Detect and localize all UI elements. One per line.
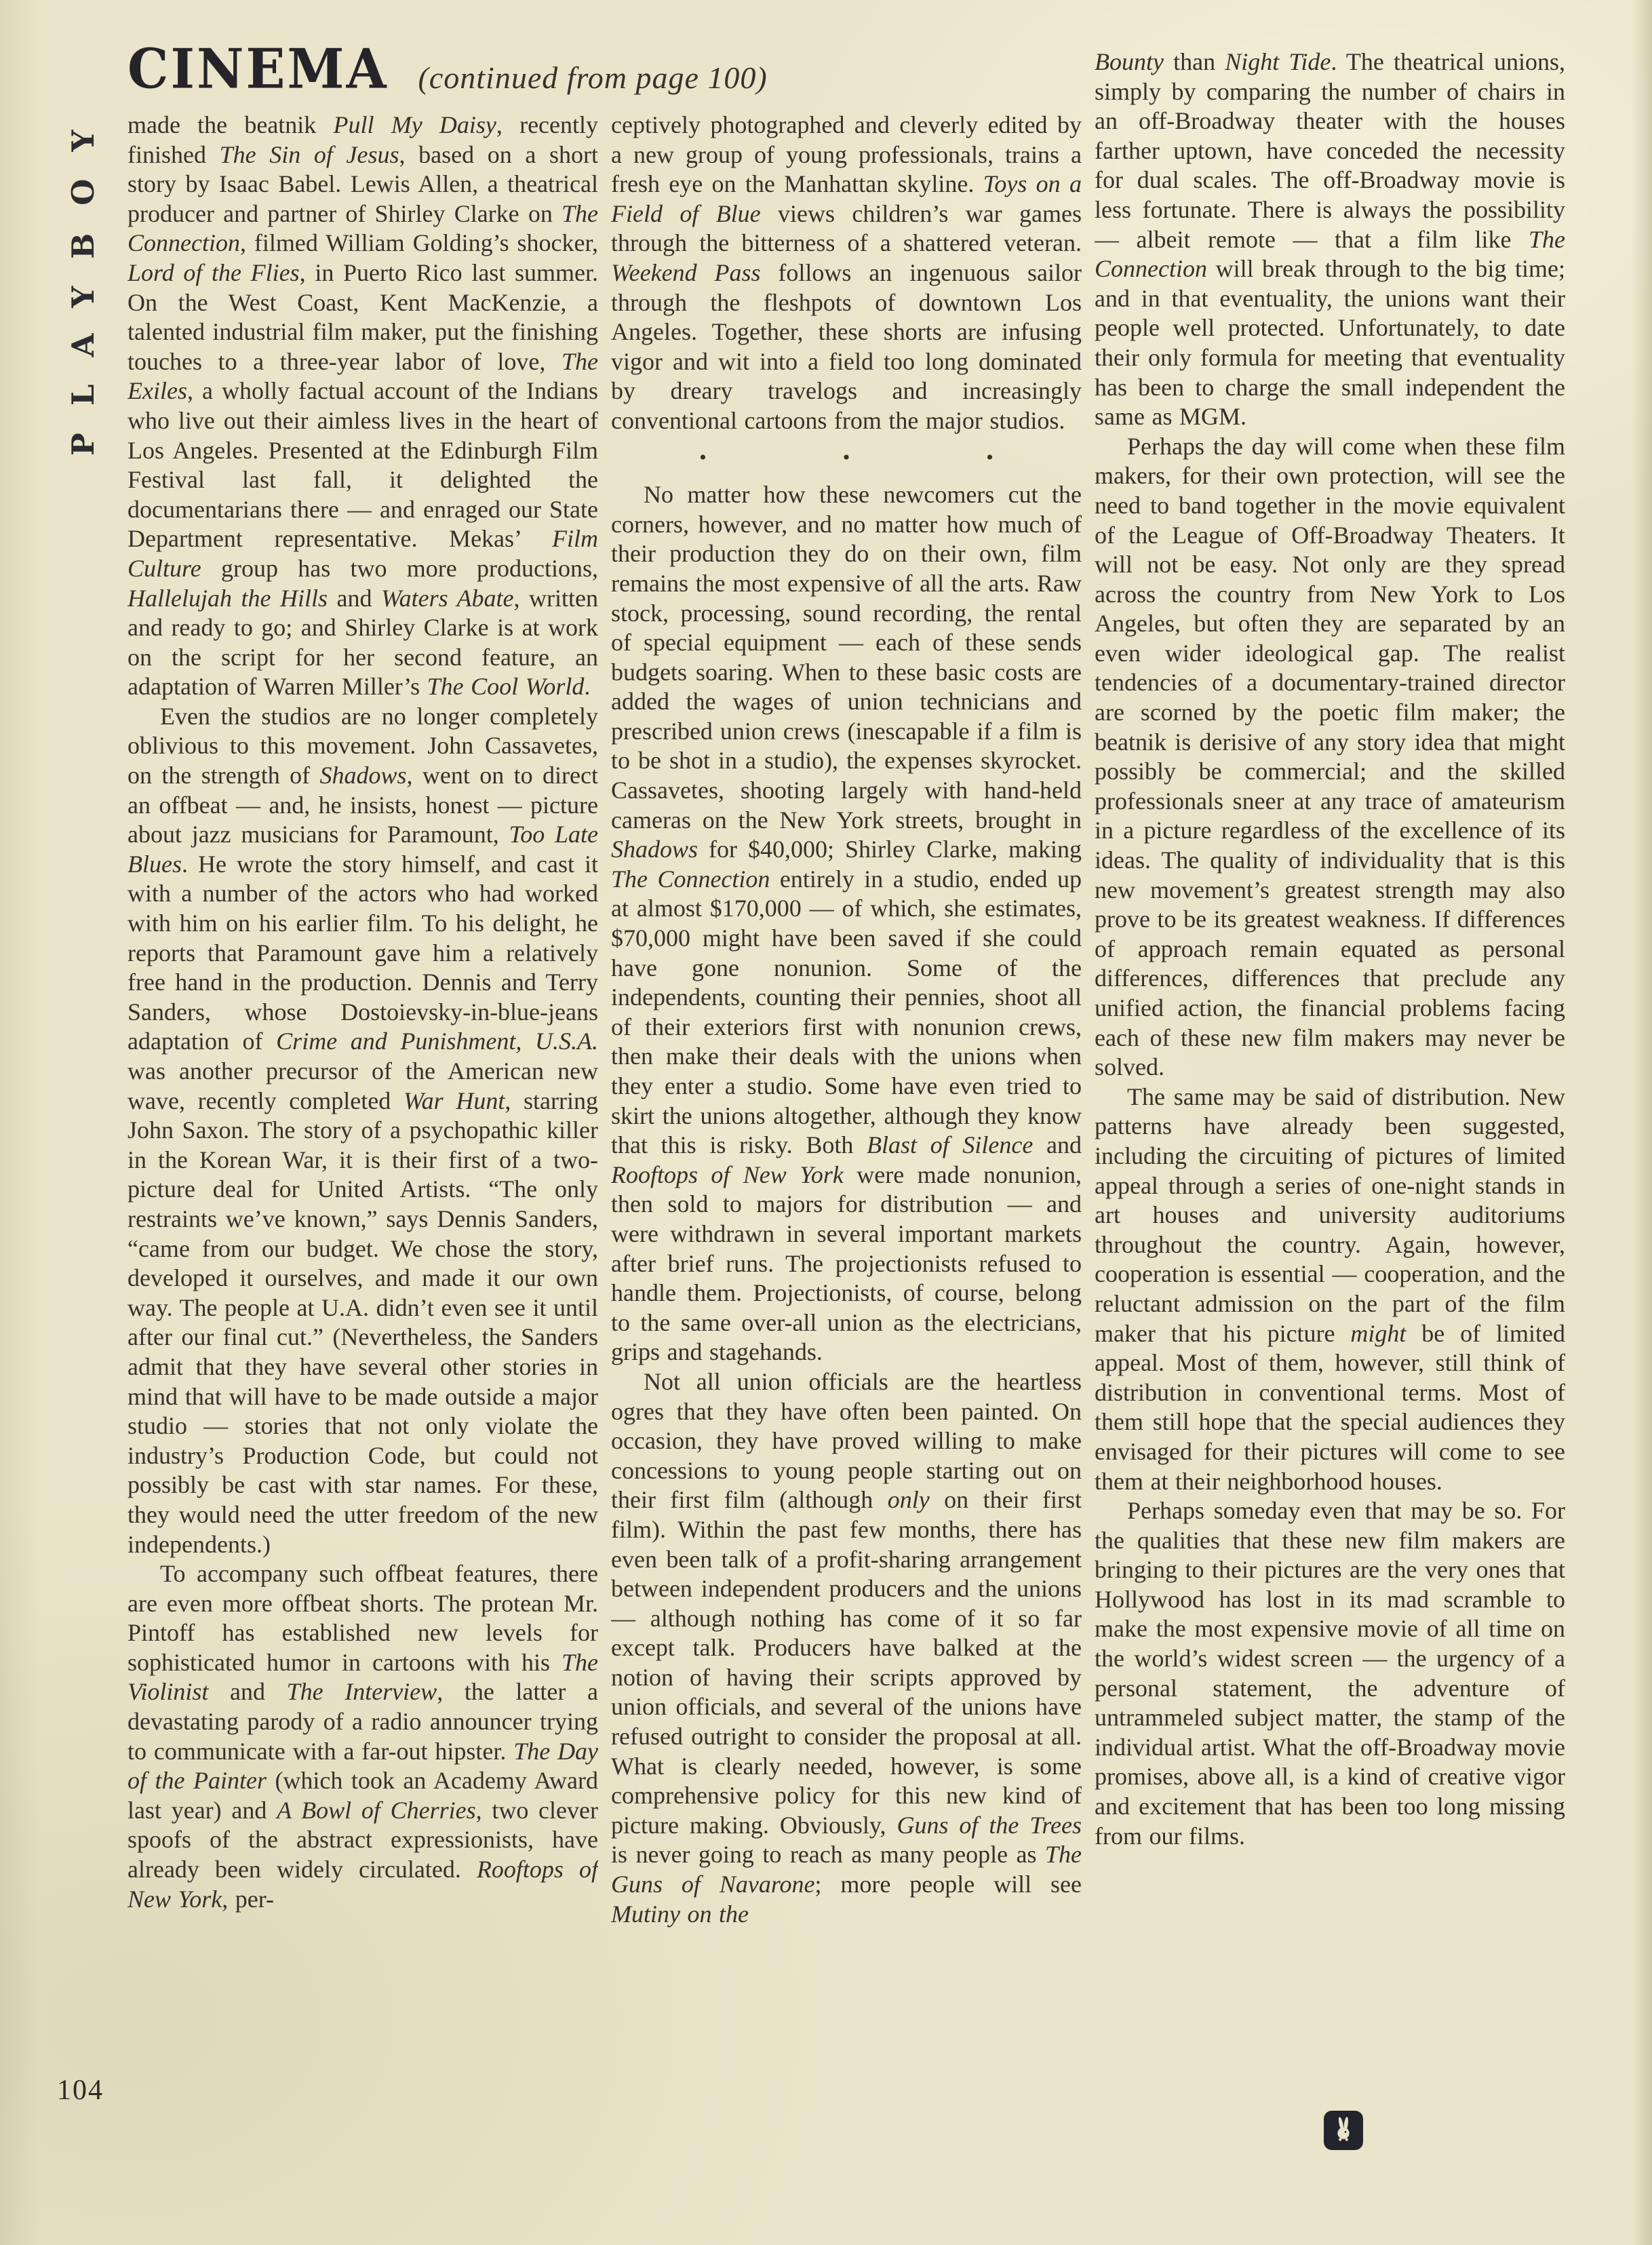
text-column-1 bbox=[127, 111, 598, 2111]
text-run: The same may be said of distribution. New patterns have already been suggested, including the circuiting of pictures of limited appeal through a series of one-night stands in art houses and university auditoriums throughout the country. Again, however, cooperation is essential — cooperation, and the reluctant admission on the part of the film maker that his picture bbox=[1095, 1082, 1565, 1347]
italic-film-title: Night Tide bbox=[1225, 48, 1331, 75]
text-run: be of limited appeal. Most of them, however, still think of distribution in conventional terms. Most of them still hope that the special audiences they envisaged for their pictures will come to see them at their neighborhood houses. bbox=[1095, 1319, 1565, 1495]
text-run: . bbox=[584, 673, 591, 701]
italic-film-title: Weekend Pass bbox=[611, 258, 761, 286]
italic-film-title: Mutiny on the bbox=[611, 1900, 749, 1928]
text-run: ceptively photographed and cleverly edited by a new group of young professionals, trains a fresh eye on the Manhattan skyline. bbox=[611, 111, 1082, 198]
paragraph bbox=[1095, 432, 1565, 1082]
text-run: made the beatnik bbox=[127, 111, 334, 138]
italic-film-title: The Exiles bbox=[127, 347, 598, 405]
text-column-2 bbox=[611, 111, 1082, 2111]
italic-film-title: The Day of the Painter bbox=[127, 1737, 598, 1795]
paragraph bbox=[1095, 1082, 1565, 1496]
text-run: , recently finished bbox=[127, 111, 598, 168]
section-divider-dots: • • • bbox=[699, 446, 1059, 469]
text-run: , based on a short story by Isaac Babel. Lewis Allen, a theatrical producer and partner of Shirley Clarke on bbox=[127, 140, 598, 227]
italic-film-title: Blast of Silence bbox=[867, 1131, 1034, 1159]
italic-film-title: Waters Abate bbox=[381, 584, 514, 612]
text-run: is never going to reach as many people as bbox=[611, 1841, 1045, 1869]
text-run: , a wholly factual account of the Indians who live out their aimless lives in the heart of Los Angeles. Presented at the Edinburgh Film Festival last fall, it delighted the documentarians there — and enraged our State Department representative. Mekas’ bbox=[127, 377, 598, 553]
text-run: , filmed William Golding’s shocker, bbox=[239, 229, 598, 257]
text-run: . The theatrical unions, simply by comparing the number of chairs in an off-Broadway theater with the houses farther uptown, have conceded the necessity for dual scales. The off-Broadway movie is less fortunate. There is always the possibility — albeit remote — that a film like bbox=[1095, 48, 1565, 253]
text-run: , written and ready to go; and Shirley Clarke is at work on the script for her second feature, an adaptation of Warren Miller’s bbox=[127, 584, 598, 701]
text-run: follows an ingenuous sailor through the fleshpots of downtown Los Angeles. Together, these shorts are infusing vigor and wit into a field too long dominated by dreary travelogs and increasingly conventional cartoons from the major studios. bbox=[611, 258, 1082, 434]
italic-film-title: only bbox=[887, 1486, 930, 1514]
italic-film-title: Pull My Daisy bbox=[333, 111, 496, 138]
text-run: , starring John Saxon. The story of a psychopathic killer in the Korean War, it is their first of a two-picture deal for United Artists. “The only restraints we’ve known,” says Dennis Sanders, “came from our budget. We chose the story, developed it ourselves, and made it our own way. The people at U.A. didn’t even see it until after our final cut.” (Nevertheless, the Sanders admit that they have several other stories in mind that will have to be made outside a major studio — stories that not only violate the industry’s Production Code, but could not possibly be cast with star names. For these, they would need the utter freedom of the new independents.) bbox=[127, 1087, 598, 1558]
italic-film-title: Too Late Blues bbox=[127, 821, 598, 878]
page-number: 104 bbox=[57, 2075, 104, 2106]
continued-from-note: (continued from page 100) bbox=[418, 60, 768, 95]
playboy-bunny-logo bbox=[1324, 2111, 1363, 2150]
italic-film-title: The Connection bbox=[127, 199, 598, 257]
italic-film-title: Hallelujah the Hills bbox=[127, 584, 328, 612]
paragraph bbox=[611, 111, 1082, 436]
text-run: views children’s war games through the bitterness of a shattered veteran. bbox=[611, 199, 1082, 257]
italic-film-title: The Sin of Jesus bbox=[219, 140, 399, 168]
italic-film-title: Crime and Punishment, U.S.A. bbox=[276, 1028, 598, 1055]
italic-film-title: Rooftops of New York bbox=[611, 1160, 844, 1188]
paragraph bbox=[1095, 47, 1565, 432]
italic-film-title: Film Culture bbox=[127, 525, 598, 582]
text-run: , in Puerto Rico last summer. On the West Coast, Kent MacKenzie, a talented industrial film maker, put the finishing touches to a three-year labor of love, bbox=[127, 258, 598, 375]
text-run: and bbox=[1033, 1131, 1082, 1159]
italic-film-title: Lord of the Flies bbox=[127, 258, 300, 286]
italic-film-title: Rooftops of New York bbox=[127, 1856, 598, 1913]
text-run: was another precursor of the American new wave, recently completed bbox=[127, 1057, 598, 1114]
italic-film-title: Guns of the Trees bbox=[897, 1811, 1082, 1839]
text-run: group has two more productions, bbox=[201, 554, 598, 582]
text-run: To accompany such offbeat features, there are even more offbeat shorts. The protean Mr. Pintoff has established new levels for sophisticated humor in cartoons with his bbox=[127, 1560, 598, 1676]
magazine-spine-title: PLAYBOY bbox=[65, 102, 101, 456]
italic-film-title: Toys on a Field of Blue bbox=[611, 170, 1082, 227]
text-run: , per- bbox=[222, 1885, 274, 1913]
text-run: than bbox=[1163, 48, 1225, 75]
italic-film-title: Bounty bbox=[1095, 48, 1164, 75]
paragraph bbox=[1095, 1496, 1565, 1851]
text-run: Even the studios are no longer completely oblivious to this movement. John Cassavetes, on the strength of bbox=[127, 702, 598, 789]
italic-film-title: A Bowl of Cherries bbox=[277, 1796, 476, 1824]
text-run: , two clever spoofs of the abstract expressionists, have already been widely circulated. bbox=[127, 1796, 598, 1883]
text-run: ; more people will see bbox=[814, 1871, 1082, 1898]
text-column-3 bbox=[1095, 47, 1565, 2113]
italic-film-title: might bbox=[1350, 1319, 1407, 1347]
italic-film-title: War Hunt bbox=[403, 1087, 505, 1114]
paragraph bbox=[127, 702, 598, 1559]
italic-film-title: The Interview bbox=[286, 1678, 437, 1706]
italic-film-title: The Connection bbox=[611, 865, 770, 893]
paragraph bbox=[127, 111, 598, 702]
italic-film-title: The Cool World bbox=[427, 673, 585, 701]
paragraph bbox=[611, 1367, 1082, 1929]
text-run: (which took an Academy Award last year) and bbox=[127, 1767, 598, 1824]
italic-film-title: The Guns of Navarone bbox=[611, 1841, 1082, 1898]
text-run: Perhaps someday even that may be so. For the qualities that these new film makers are bringing to their pictures are the very ones that Hollywood has lost in its mad scramble to make the most expensive movie of all time on the world’s widest screen — the urgency of a personal statement, the adventure of untrammeled subject matter, the stamp of the individual artist. What the off-Broadway movie promises, above all, is a kind of creative vigor and excitement that has been too long missing from our films. bbox=[1095, 1497, 1565, 1850]
text-run: will break through to the big time; and in that eventuality, the unions want their people well protected. Unfortunately, to date their only formula for meeting that eventuality has been to charge the small independent the same as MGM. bbox=[1095, 255, 1565, 431]
text-run: and bbox=[208, 1678, 287, 1706]
article-header bbox=[127, 37, 768, 101]
text-run: were made nonunion, then sold to majors for distribution — and were withdrawn in several important markets after brief runs. The projectionists refused to handle them. Projectionists, of course, belong to the same over-all union as the electricians, grips and stagehands. bbox=[611, 1160, 1082, 1366]
italic-film-title: Shadows bbox=[319, 762, 407, 789]
paragraph bbox=[127, 1559, 598, 1914]
text-run: entirely in a studio, ended up at almost $170,000 — of which, she estimates, $70,000 might have been saved if she could have gone nonunion. Some of the independents, counting their pennies, shoot all of their exteriors first with nonunion crews, then make their deals with the unions when they enter a studio. Some have even tried to skirt the unions altogether, although they know that this is risky. Both bbox=[611, 865, 1082, 1159]
text-run: No matter how these newcomers cut the corners, however, and no matter how much of their production they do on their own, film remains the most expensive of all the arts. Raw stock, processing, sound recording, the rental of special equipment — each of these sends budgets soaring. When to these basic costs are added the wages of union technicians and prescribed union crews (inescapable if a film is to be shot in a studio), the expenses skyrocket. Cassavetes, shooting largely with hand-held cameras on the New York streets, brought in bbox=[611, 481, 1082, 834]
italic-film-title: The Violinist bbox=[127, 1648, 598, 1706]
text-run: and bbox=[328, 584, 381, 612]
italic-film-title: Shadows bbox=[611, 836, 699, 863]
article-title: CINEMA bbox=[127, 37, 389, 101]
text-run: on their first film). Within the past few months, there has even been talk of a profit-sharing arrangement between independent producers and the unions — although nothing has come of it so far except talk. Producers have balked at the notion of having their scripts approved by union officials, and several of the unions have refused outright to consider the proposal at all. What is clearly needed, however, is some comprehensive policy for this new kind of picture making. Obviously, bbox=[611, 1486, 1082, 1839]
text-run: Not all union officials are the heartless ogres that they have often been painted. On occasion, they have proved willing to make concessions to young people starting out on their first film (although bbox=[611, 1367, 1082, 1514]
bunny-icon bbox=[1329, 2115, 1358, 2145]
text-run: Perhaps the day will come when these film makers, for their own protection, will see the need to band together in the movie equivalent of the League of Off-Broadway Theaters. It will not be easy. Not only are they spread across the country from New York to Los Angeles, but often they are separated by an even wider ideological gap. The realist tendencies of a documentary-trained director are scorned by the poetic film maker; the beatnik is derisive of any story idea that might possibly be commercial; and the skilled professionals sneer at any trace of amateurism in a picture regardless of the excellence of its ideas. The quality of individuality that is this new movement’s greatest strength may also prove to be its greatest weakness. If differences of approach remain equated as personal differences, differences that preclude any unified action, the financial problems facing each of these new film makers may never be solved. bbox=[1095, 432, 1565, 1081]
text-run: , went on to direct an offbeat — and, he insists, honest — picture about jazz musicians for Paramount, bbox=[127, 762, 598, 848]
text-run: for $40,000; Shirley Clarke, making bbox=[698, 836, 1082, 863]
text-run: . He wrote the story himself, and cast it with a number of the actors who had worked with him on his earlier film. To his delight, he reports that Paramount gave him a relatively free hand in the production. Dennis and Terry Sanders, whose Dostoievsky-in-blue-jeans adaptation of bbox=[127, 850, 598, 1055]
text-run: , the latter a devastating parody of a radio announcer trying to communicate with a far-out hipster. bbox=[127, 1678, 598, 1765]
paragraph bbox=[611, 480, 1082, 1367]
italic-film-title: The Connection bbox=[1095, 225, 1565, 283]
